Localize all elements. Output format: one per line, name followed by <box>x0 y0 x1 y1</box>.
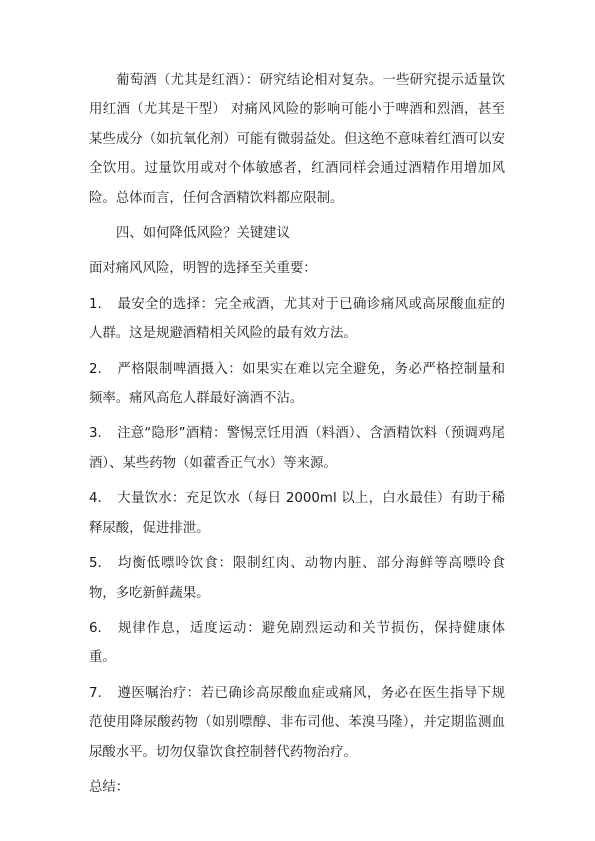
list-item <box>89 614 505 673</box>
list-item-text: 大量饮水：充足饮水（每日 2000ml 以上，白水最佳）有助于稀释尿酸，促进排泄。 <box>89 491 505 536</box>
list-item <box>89 290 505 349</box>
list-item <box>89 419 505 478</box>
summary-label: 总结： <box>89 779 130 795</box>
list-item <box>89 549 505 608</box>
list-item-number: 7. <box>89 685 102 701</box>
list-item-number: 3. <box>89 426 102 442</box>
list-item-text: 最安全的选择：完全戒酒，尤其对于已确诊痛风或高尿酸血症的人群。这是规避酒精相关风险的最有效方法。 <box>89 296 505 342</box>
recommendation-list <box>89 290 505 767</box>
list-item-number: 6. <box>89 620 102 636</box>
list-item <box>89 484 505 543</box>
list-item <box>89 679 505 767</box>
list-item-number: 4. <box>89 491 102 507</box>
list-item-text: 严格限制啤酒摄入：如果实在难以完全避免，务必严格控制量和频率。痛风高危人群最好滴酒不沾。 <box>89 361 505 407</box>
list-item-number: 2. <box>89 361 102 377</box>
list-item-text: 注意“隐形”酒精：警惕烹饪用酒（料酒）、含酒精饮料（预调鸡尾酒）、某些药物（如藿香正气水）等来源。 <box>89 426 505 471</box>
list-item <box>89 355 505 414</box>
list-item-number: 5. <box>89 556 102 572</box>
list-item-text: 遵医嘱治疗：若已确诊高尿酸血症或痛风，务必在医生指导下规范使用降尿酸药物（如别嘌醇、非布司他、苯溴马隆），并定期监测血尿酸水平。切勿仅靠饮食控制替代药物治疗。 <box>89 685 505 760</box>
intro-paragraph: 面对痛风风险，明智的选择至关重要： <box>89 261 317 277</box>
section-heading: 四、如何降低风险？关键建议 <box>116 226 291 242</box>
document-page <box>89 66 505 808</box>
list-item-text: 规律作息，适度运动：避免剧烈运动和关节损伤，保持健康体重。 <box>89 620 505 666</box>
list-item-number: 1. <box>89 296 102 312</box>
wine-paragraph: 葡萄酒（尤其是红酒）：研究结论相对复杂。一些研究提示适量饮用红酒（尤其是干型） 对痛风风险的影响可能小于啤酒和烈酒，甚至某些成分（如抗氧化剂）可能有微弱益处。但这绝不意味着红酒可以安全饮用。过量饮用或对个体敏感者，红酒同样会通过酒精作用增加风险。总体而言，任何含酒精饮料都应限制。 <box>89 73 505 206</box>
list-item-text: 均衡低嘌呤饮食：限制红肉、动物内脏、部分海鲜等高嘌呤食物，多吃新鲜蔬果。 <box>89 556 505 601</box>
